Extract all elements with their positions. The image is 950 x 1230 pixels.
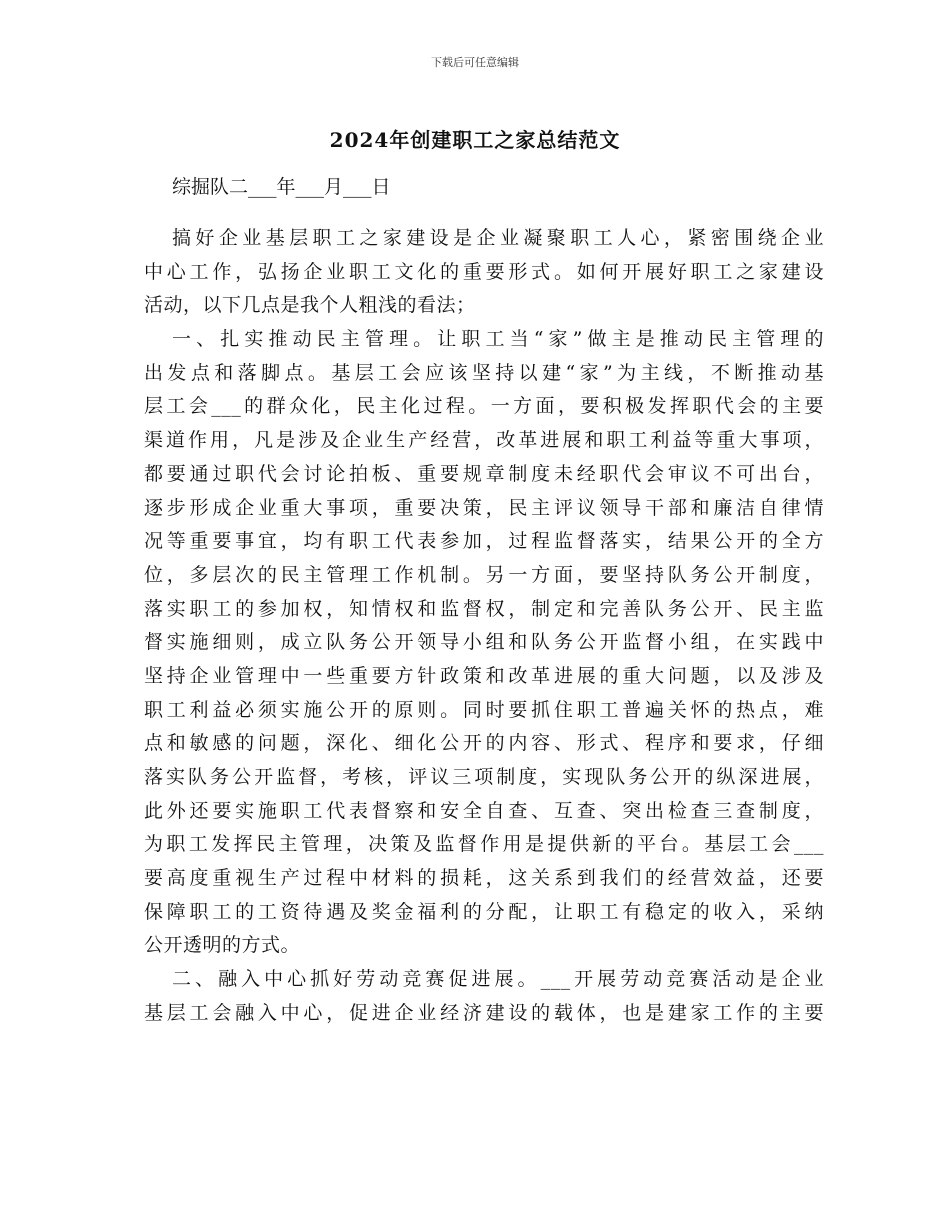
- paragraph-2-line: 层工会___的群众化，民主化过程。一方面，要积极发挥职代会的主要: [144, 395, 824, 418]
- paragraph-2-line: 点和敏感的问题，深化、细化公开的内容、形式、程序和要求，仔细: [144, 732, 824, 755]
- paragraph-1-line: 中心工作，弘扬企业职工文化的重要形式。如何开展好职工之家建设: [144, 260, 824, 283]
- paragraph-2-line: 保障职工的工资待遇及奖金福利的分配，让职工有稳定的收入，采纳: [144, 900, 824, 923]
- paragraph-2-line: 一、扎实推动民主管理。让职工当“家”做主是推动民主管理的: [172, 328, 824, 351]
- paragraph-3-line: 基层工会融入中心，促进企业经济建设的载体，也是建家工作的主要: [144, 1001, 824, 1024]
- paragraph-2-line: 要高度重视生产过程中材料的损耗，这关系到我们的经营效益，还要: [144, 867, 824, 890]
- paragraph-2-line: 坚持企业管理中一些重要方针政策和改革进展的重大问题，以及涉及: [144, 664, 824, 687]
- paragraph-2-line: 位，多层次的民主管理工作机制。另一方面，要坚持队务公开制度，: [144, 563, 824, 586]
- paragraph-2-line: 为职工发挥民主管理，决策及监督作用是提供新的平台。基层工会___: [144, 833, 824, 856]
- paragraph-2-line: 职工利益必须实施公开的原则。同时要抓住职工普遍关怀的热点，难: [144, 698, 824, 721]
- paragraph-2-line: 公开透明的方式。: [144, 934, 301, 957]
- body-text: [144, 222, 824, 1031]
- date-line: 综掘队二___年___月___日: [172, 176, 391, 198]
- document-title: 2024年创建职工之家总结范文: [329, 128, 621, 152]
- paragraph-2-line: 此外还要实施职工代表督察和安全自查、互查、突出检查三查制度，: [144, 799, 824, 822]
- header-note: 下载后可任意编辑: [431, 56, 519, 69]
- paragraph-2-line: 出发点和落脚点。基层工会应该坚持以建“家”为主线，不断推动基: [144, 361, 824, 384]
- paragraph-1-line: 活动，以下几点是我个人粗浅的看法；: [144, 294, 476, 317]
- paragraph-2-line: 渠道作用，凡是涉及企业生产经营，改革进展和职工利益等重大事项，: [144, 429, 824, 452]
- paragraph-2-line: 逐步形成企业重大事项，重要决策，民主评议领导干部和廉洁自律情: [144, 496, 824, 519]
- paragraph-2-line: 落实队务公开监督，考核，评议三项制度，实现队务公开的纵深进展，: [144, 766, 824, 788]
- paragraph-1-line: 搞好企业基层职工之家建设是企业凝聚职工人心，紧密围绕企业: [172, 227, 824, 249]
- paragraph-2-line: 况等重要事宜，均有职工代表参加，过程监督落实，结果公开的全方: [144, 530, 824, 553]
- paragraph-2-line: 督实施细则，成立队务公开领导小组和队务公开监督小组，在实践中: [144, 631, 824, 654]
- paragraph-2-line: 落实职工的参加权，知情权和监督权，制定和完善队务公开、民主监: [144, 597, 824, 620]
- paragraph-2-line: 都要通过职代会讨论拍板、重要规章制度未经职代会审议不可出台，: [144, 462, 824, 485]
- paragraph-3-line: 二、融入中心抓好劳动竞赛促进展。___开展劳动竞赛活动是企业: [172, 968, 824, 991]
